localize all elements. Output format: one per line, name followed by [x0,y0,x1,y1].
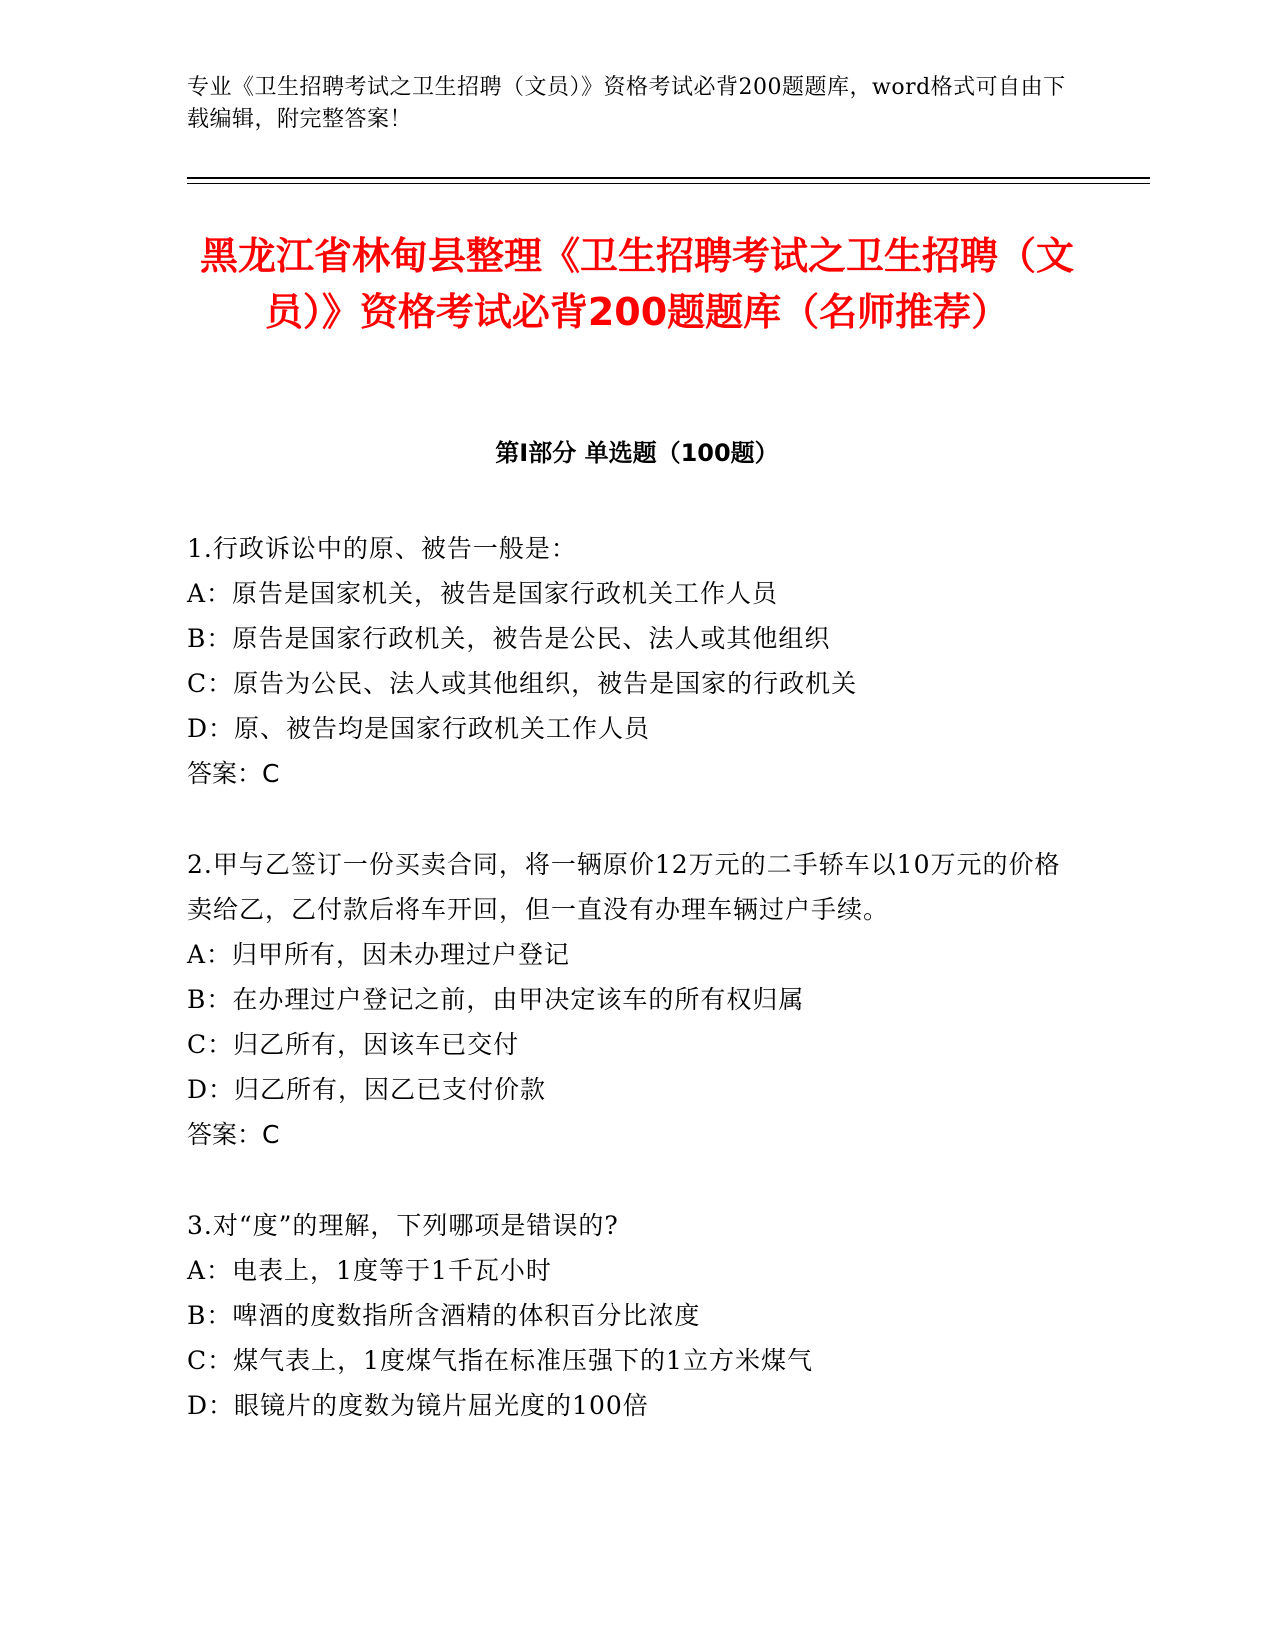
question-3 [187,1203,1067,1428]
question-stem: 2.甲与乙签订一份买卖合同，将一辆原价12万元的二手轿车以10万元的价格卖给乙，乙付款后将车开回，但一直没有办理车辆过户手续。 [187,850,1061,924]
option-c: C：归乙所有，因该车已交付 [187,1030,520,1059]
option-d: D：归乙所有，因乙已支付价款 [187,1075,547,1104]
option-d: D：眼镜片的度数为镜片屈光度的100倍 [187,1391,649,1420]
header-divider-thick [187,177,1150,179]
header-divider-thin [187,183,1150,184]
answer: 答案：C [187,759,280,788]
option-a: A：电表上，1度等于1千瓦小时 [187,1256,552,1285]
option-b: B：在办理过户登记之前，由甲决定该车的所有权归属 [187,985,805,1014]
question-stem: 3.对“度”的理解，下列哪项是错误的? [187,1211,619,1240]
question-stem: 1.行政诉讼中的原、被告一般是： [187,534,577,563]
option-d: D：原、被告均是国家行政机关工作人员 [187,714,651,743]
question-list [187,526,1067,1474]
document-title: 黑龙江省林甸县整理《卫生招聘考试之卫生招聘（文员）》资格考试必背200题题库（名师推荐） [199,234,1074,334]
option-b: B：原告是国家行政机关，被告是公民、法人或其他组织 [187,624,831,653]
question-1 [187,526,1067,796]
header-note: 专业《卫生招聘考试之卫生招聘（文员）》资格考试必背200题题库，word格式可自由下载编辑，附完整答案！ [187,75,1066,132]
section-heading: 第I部分 单选题（100题） [495,439,779,467]
question-2 [187,842,1067,1157]
option-a: A：归甲所有，因未办理过户登记 [187,940,571,969]
answer: 答案：C [187,1120,280,1149]
option-c: C：煤气表上，1度煤气指在标准压强下的1立方米煤气 [187,1346,813,1375]
option-a: A：原告是国家机关，被告是国家行政机关工作人员 [187,579,779,608]
option-c: C：原告为公民、法人或其他组织，被告是国家的行政机关 [187,669,858,698]
option-b: B：啤酒的度数指所含酒精的体积百分比浓度 [187,1301,701,1330]
